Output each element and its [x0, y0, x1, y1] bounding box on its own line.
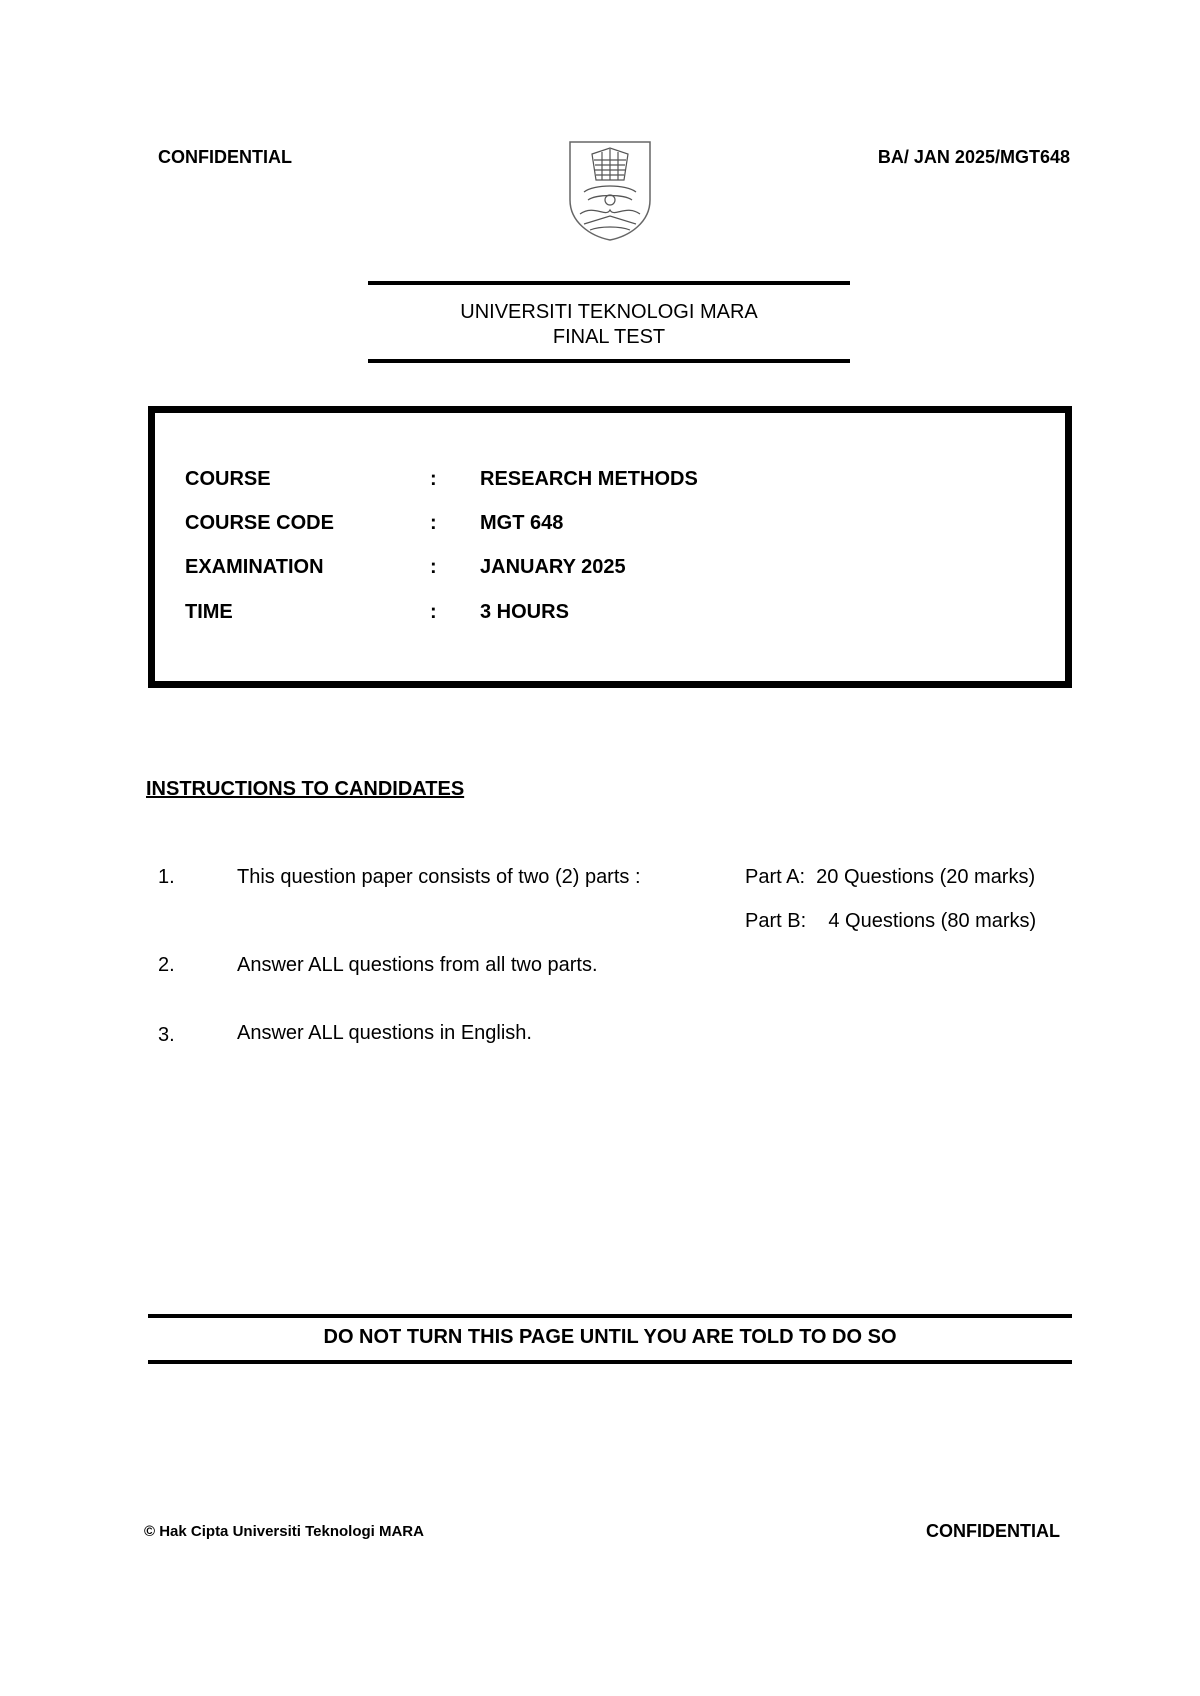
part-a [745, 866, 1035, 889]
info-separator: : [430, 556, 437, 578]
part-detail: 4 Questions (80 marks) [822, 910, 1037, 932]
course-info-box [148, 406, 1072, 688]
warning-notice: DO NOT TURN THIS PAGE UNTIL YOU ARE TOLD TO DO SO [323, 1326, 897, 1348]
title-rule-bottom [368, 359, 850, 363]
info-label: TIME [185, 601, 233, 623]
info-separator: : [430, 601, 437, 623]
footer-confidential-label: CONFIDENTIAL [926, 1521, 1060, 1541]
instruction-text: This question paper consists of two (2) parts : [237, 866, 641, 888]
info-label: COURSE CODE [185, 512, 334, 534]
instruction-number: 2. [158, 954, 175, 976]
exam-title [368, 300, 850, 350]
university-name: UNIVERSITI TEKNOLOGI MARA [460, 301, 758, 323]
instruction-number: 3. [158, 1024, 175, 1046]
header-paper-code: BA/ JAN 2025/MGT648 [877, 147, 1070, 167]
university-crest-icon [566, 140, 654, 242]
info-label: EXAMINATION [185, 556, 324, 578]
info-value: 3 HOURS [480, 601, 569, 623]
info-value: MGT 648 [480, 512, 564, 534]
part-label: Part B: [745, 910, 807, 932]
part-b [745, 910, 1036, 933]
exam-type: FINAL TEST [552, 326, 666, 348]
title-rule-top [368, 281, 850, 285]
instructions-title: INSTRUCTIONS TO CANDIDATES [146, 778, 465, 800]
footer-copyright: © Hak Cipta Universiti Teknologi MARA [144, 1523, 424, 1540]
part-detail: 20 Questions (20 marks) [816, 866, 1036, 888]
info-value: RESEARCH METHODS [480, 468, 698, 490]
info-value: JANUARY 2025 [480, 556, 626, 578]
info-label: COURSE [185, 468, 271, 490]
info-separator: : [430, 512, 437, 534]
instruction-text: Answer ALL questions in English. [237, 1022, 532, 1044]
warning-rule-bottom [148, 1360, 1072, 1364]
part-label: Part A: [745, 866, 806, 888]
header-confidential-label: CONFIDENTIAL [158, 147, 292, 167]
info-separator: : [430, 468, 437, 490]
instruction-number: 1. [158, 866, 175, 888]
instruction-text: Answer ALL questions from all two parts. [237, 954, 598, 976]
warning-rule-top [148, 1314, 1072, 1318]
